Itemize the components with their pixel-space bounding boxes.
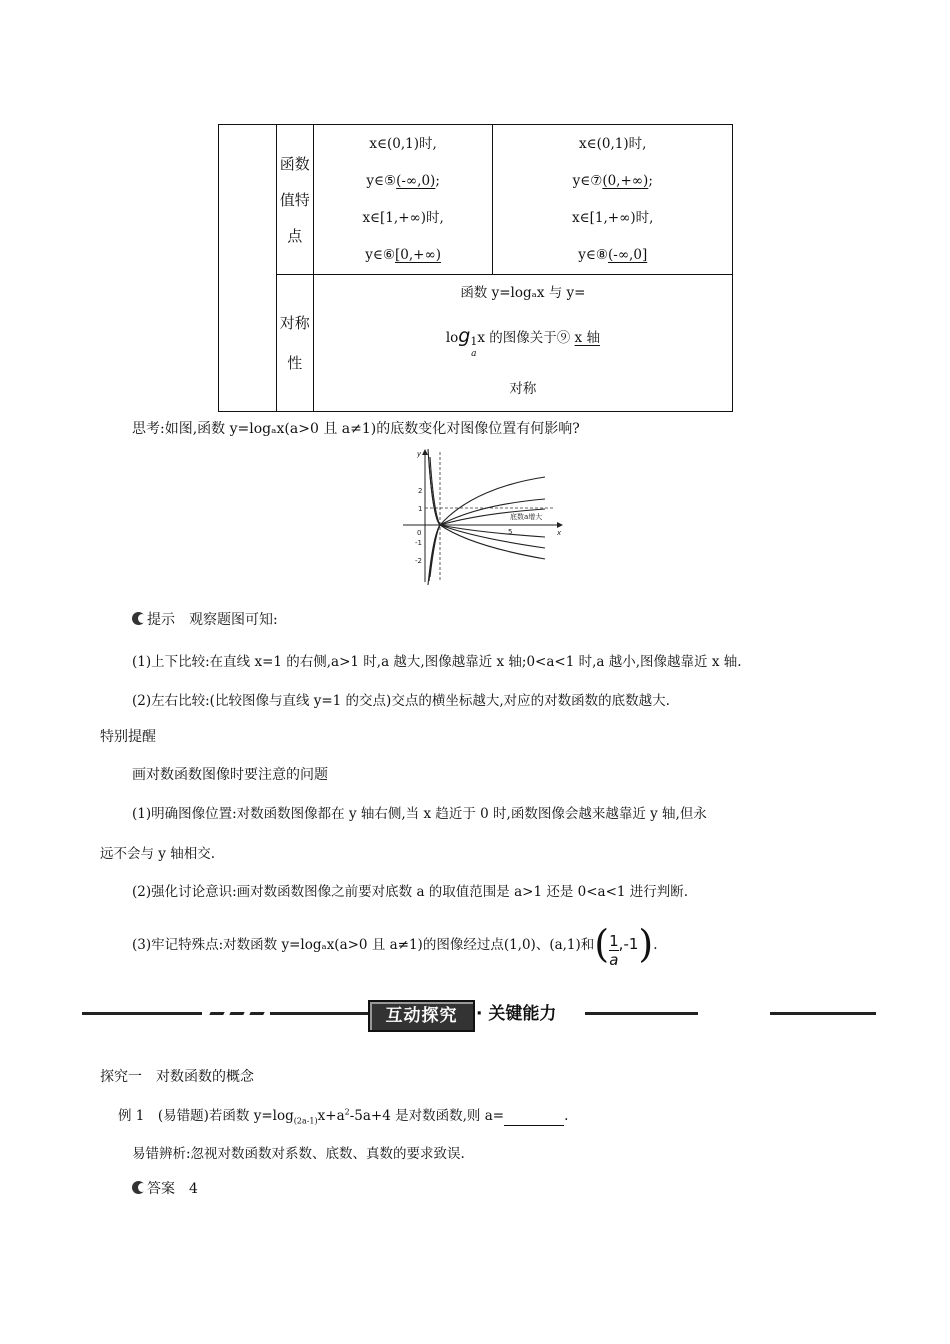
fill-answer: (0,+∞) — [602, 172, 649, 189]
fill-answer: (-∞,0] — [607, 246, 648, 263]
hint-line: 提示 观察题图可知: — [132, 609, 278, 629]
table-row-label: 函数值特点 — [276, 125, 313, 275]
banner-rule-far-right — [770, 1012, 876, 1015]
axis-label-x: x — [557, 529, 562, 537]
answer-blank — [504, 1111, 564, 1126]
curve-base-large — [428, 477, 545, 585]
table-cell-symmetry: 函数 y=logₐx 与 y= log 1 a x 的图像关于⑨ x 轴 对称 — [313, 275, 732, 412]
log-graph — [395, 447, 565, 587]
banner-section-box: 互动探究 — [368, 1000, 475, 1032]
y-axis-arrow — [422, 449, 428, 455]
curve-base-mid-small — [429, 462, 545, 548]
hint-icon — [132, 612, 145, 625]
tick-label: 2 — [418, 487, 423, 495]
tick-label: 0 — [417, 529, 422, 537]
special-paragraph: (2)强化讨论意识:画对数函数图像之前要对底数 a 的取值范围是 a>1 还是 0<a<1 进行判断. — [132, 884, 689, 900]
tick-label: 1 — [418, 505, 423, 513]
answer-icon — [132, 1181, 145, 1194]
tick-label: 5 — [508, 528, 513, 536]
explore-title: 探究一 对数函数的概念 — [100, 1069, 254, 1085]
special-paragraph: (1)明确图像位置:对数函数图像都在 y 轴右侧,当 x 趋近于 0 时,函数图像会越来越靠近 y 轴,但永 — [132, 806, 707, 822]
hint-paragraph: (1)上下比较:在直线 x=1 的右侧,a>1 时,a 越大,图像越靠近 x 轴;0<a<1 时,a 越小,图像越靠近 x 轴. — [132, 654, 742, 670]
banner-section-title: · 关键能力 — [476, 1004, 557, 1024]
fill-answer: [0,+∞) — [395, 246, 441, 263]
special-subtitle: 画对数函数图像时要注意的问题 — [132, 767, 328, 783]
curve-base-small — [428, 449, 545, 559]
special-paragraph: 远不会与 y 轴相交. — [100, 846, 216, 862]
think-question: 思考:如图,函数 y=logₐx(a>0 且 a≠1)的底数变化对图像位置有何影响? — [132, 421, 580, 437]
table-row-label: 对称性 — [276, 275, 313, 412]
special-title: 特别提醒 — [100, 729, 156, 745]
banner-dash — [209, 1012, 224, 1015]
log-properties-table — [218, 124, 733, 412]
tick-label: -1 — [415, 539, 422, 547]
table-cell-right: x∈(0,1)时, y∈⑦(0,+∞); x∈[1,+∞)时, y∈⑧(-∞,0] — [493, 125, 733, 275]
answer-line: 答案 4 — [132, 1178, 198, 1198]
error-analysis: 易错辨析:忽视对数函数对系数、底数、真数的要求致误. — [132, 1146, 465, 1162]
table-cell-left: x∈(0,1)时, y∈⑤(-∞,0); x∈[1,+∞)时, y∈⑥[0,+∞) — [313, 125, 493, 275]
banner-rule-left — [82, 1012, 202, 1015]
example-question: 例 1 (易错题)若函数 $y=\log_{(2a-1)}x+a^2-5a+4$ 是对数函数,则 a= . — [118, 1107, 569, 1126]
table-empty-cell — [219, 125, 277, 412]
axis-label-y: y — [417, 450, 422, 458]
fill-answer: (-∞,0) — [396, 172, 436, 189]
x-axis-arrow — [557, 522, 563, 528]
special-paragraph: (3)牢记特殊点:对数函数 y=logₐx(a>0 且 a≠1)的图像经过点(1,0)、(a,1)和( $\frac{1}{a}$ ,-1). — [132, 922, 658, 969]
tick-label: -2 — [415, 557, 422, 565]
curve-base-mid-large — [429, 499, 545, 581]
hint-paragraph: (2)左右比较:(比较图像与直线 y=1 的交点)交点的横坐标越大,对应的对数函数的底数越大. — [132, 693, 670, 709]
banner-dash — [229, 1012, 244, 1015]
fill-answer: x 轴 — [574, 330, 600, 346]
banner-rule-right — [585, 1012, 698, 1015]
banner-dash — [249, 1012, 264, 1015]
graph-note: 底数a增大 — [510, 513, 543, 521]
banner-rule-mid — [270, 1012, 368, 1015]
